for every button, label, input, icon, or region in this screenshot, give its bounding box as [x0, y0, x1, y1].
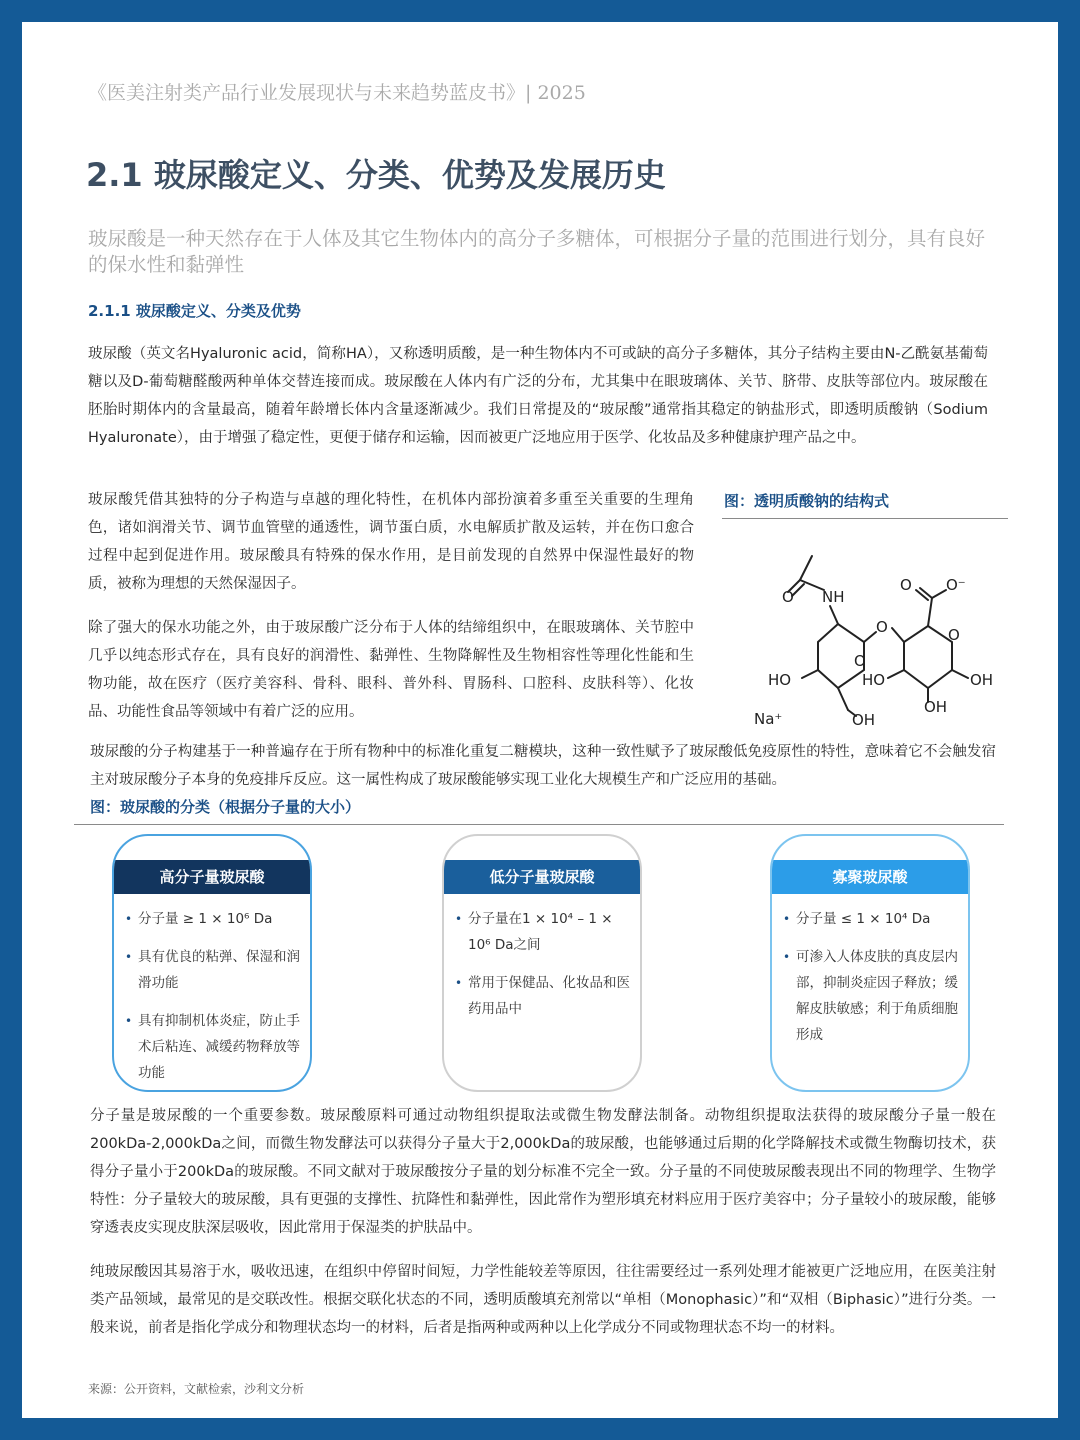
bond-n-ring — [830, 606, 838, 624]
ring-right — [904, 626, 952, 688]
card-oligomeric — [770, 834, 970, 1092]
list-item: • 具有优良的粘弹、保湿和润滑功能 — [138, 944, 300, 996]
bond-ring-link — [864, 632, 876, 642]
paragraph-applications: 除了强大的保水功能之外，由于玻尿酸广泛分布于人体的结缔组织中，在眼玻璃体、关节腔中几乎以纯态形式存在，具有良好的润滑性、黏弹性、生物降解性及生物相容性等理化性能和生物功能，故在医疗（医疗美容科、骨科、眼科、普外科、胃肠科、口腔科、皮肤科等）、化妆品、功能性食品等领域中有着广泛的应用。 — [88, 620, 694, 720]
list-item: • 分子量 ≤ 1 × 10⁴ Da — [796, 906, 958, 932]
card-list — [444, 906, 640, 1034]
bond-carboxyl-ominus — [932, 590, 946, 598]
label-oh-bottom: OH — [924, 698, 948, 716]
label-ho-mid: HO — [862, 671, 886, 689]
list-item: • 常用于保健品、化妆品和医药用品中 — [468, 970, 630, 1022]
label-oh-right: OH — [970, 671, 994, 689]
structure-figure-divider — [722, 518, 1008, 519]
source-note: 来源：公开资料，文献检索，沙利文分析 — [88, 1382, 305, 1396]
paragraph-crosslinking: 纯玻尿酸因其易溶于水，吸收迅速，在组织中停留时间短，力学性能较差等原因，往往需要经过一系列处理才能被更广泛地应用，在医美注射类产品领域，最常见的是交联改性。根据交联化状态的不同，透明质酸填充剂常以“单相（Monophasic）”和“双相（Biphasic）”进行分类。一般来说，前者是指化学成分和物理状态均一的材料，后者是指两种或两种以上化学成分不同或物理状态不均一的材料。 — [90, 1264, 996, 1336]
bond-acetyl-methyl — [800, 556, 812, 580]
paragraph-immunogenicity: 玻尿酸的分子构建基于一种普遍存在于所有物种中的标准化重复二糖模块，这种一致性赋予了玻尿酸低免疫原性的特性，意味着它不会触发宿主对玻尿酸分子本身的免疫排斥反应。这一属性构成了玻尿酸能够实现工业化大规模生产和广泛应用的基础。 — [90, 744, 996, 788]
paragraph-molecular-weight: 分子量是玻尿酸的一个重要参数。玻尿酸原料可通过动物组织提取法或微生物发酵法制备。动物组织提取法获得的玻尿酸分子量一般在200kDa-2,000kDa之间，而微生物发酵法可以获得分子量大于2,000kDa的玻尿酸，也能够通过后期的化学降解技术或微生物酶切技术，获得分子量小于200kDa的玻尿酸。不同文献对于玻尿酸按分子量的划分标准不完全一致。分子量的不同使玻尿酸表现出不同的物理学、生物学特性：分子量较大的玻尿酸，具有更强的支撑性、抗降性和黏弹性，因此常作为塑形填充材料应用于医疗美容中；分子量较小的玻尿酸，能够穿透表皮实现皮肤深层吸收，因此常用于保湿类的护肤品中。 — [90, 1108, 996, 1236]
label-nh: NH — [822, 588, 845, 606]
label-oh-ch2: OH — [852, 711, 876, 728]
label-o-carboxyl: O — [900, 576, 912, 594]
paragraph-definition: 玻尿酸（英文名Hyaluronic acid，简称HA），又称透明质酸，是一种生物体内不可或缺的高分子多糖体，其分子结构主要由N-乙酰氨基葡萄糖以及D-葡萄糖醛酸两种单体交替连接而成。玻尿酸在人体内有广泛的分布，尤其集中在眼玻璃体、关节、脐带、皮肤等部位内。玻尿酸在胚胎时期体内的含量最高，随着年龄增长体内含量逐渐减少。我们日常提及的“玻尿酸”通常指其稳定的钠盐形式，即透明质酸钠（Sodium Hyaluronate），由于增强了稳定性，更便于储存和运输，因而被更广泛地应用于医学、化妆品及多种健康护理产品之中。 — [88, 346, 988, 446]
sodium-hyaluronate-structure — [742, 528, 1012, 728]
card-title: 低分子量玻尿酸 — [444, 860, 640, 894]
list-item: • 可渗入人体皮肤的真皮层内部，抑制炎症因子释放；缓解皮肤敏感；利于角质细胞形成 — [796, 944, 958, 1048]
label-ho-left: HO — [768, 671, 792, 689]
sub-heading: 2.1.1 玻尿酸定义、分类及优势 — [88, 302, 301, 320]
paragraph-physiology: 玻尿酸凭借其独特的分子构造与卓越的理化特性，在机体内部扮演着多重至关重要的生理角色，诸如润滑关节、调节血管壁的通透性，调节蛋白质，水电解质扩散及运转，并在伤口愈合过程中起到促进作用。玻尿酸具有特殊的保水作用，是目前发现的自然界中保湿性最好的物质，被称为理想的天然保湿因子。 — [88, 492, 694, 592]
bond-carboxyl — [928, 598, 932, 626]
section-subtitle: 玻尿酸是一种天然存在于人体及其它生物体内的高分子多糖体，可根据分子量的范围进行划分，具有良好的保水性和黏弹性 — [88, 227, 986, 276]
bond-carboxyl-o-double — [916, 590, 928, 600]
bond-link-ring2 — [892, 628, 904, 642]
list-item: • 分子量在1 × 10⁴ – 1 × 10⁶ Da之间 — [468, 906, 630, 958]
bond-carboxyl-o — [920, 588, 932, 598]
structure-figure-title: 图：透明质酸钠的结构式 — [724, 492, 890, 510]
classification-figure-divider — [74, 824, 1004, 825]
card-title: 高分子量玻尿酸 — [114, 860, 310, 894]
section-title: 2.1 玻尿酸定义、分类、优势及发展历史 — [86, 156, 666, 194]
list-item: • 具有抑制机体炎症，防止手术后粘连、减缓药物释放等功能 — [138, 1008, 300, 1086]
label-o-acetyl: O — [782, 588, 794, 606]
label-na: Na⁺ — [754, 710, 783, 728]
card-low-molecular — [442, 834, 642, 1092]
list-item: • 分子量 ≥ 1 × 10⁶ Da — [138, 906, 300, 932]
card-list — [114, 906, 310, 1092]
bond-ho-mid — [888, 670, 904, 678]
report-page — [22, 22, 1058, 1418]
bond-oh-right — [952, 670, 968, 678]
card-high-molecular — [112, 834, 312, 1092]
label-o-ring2: O — [948, 626, 960, 644]
label-o-ring1: O — [854, 652, 866, 670]
card-title: 寡聚玻尿酸 — [772, 860, 968, 894]
classification-figure-title: 图：玻尿酸的分类（根据分子量的大小） — [90, 798, 361, 816]
label-o-minus: O⁻ — [946, 576, 966, 594]
bond-ch2 — [838, 688, 848, 710]
label-o-link: O — [876, 618, 888, 636]
report-header: 《医美注射类产品行业发展现状与未来趋势蓝皮书》| 2025 — [88, 82, 586, 104]
card-list — [772, 906, 968, 1060]
bond-ho-left — [802, 670, 818, 678]
